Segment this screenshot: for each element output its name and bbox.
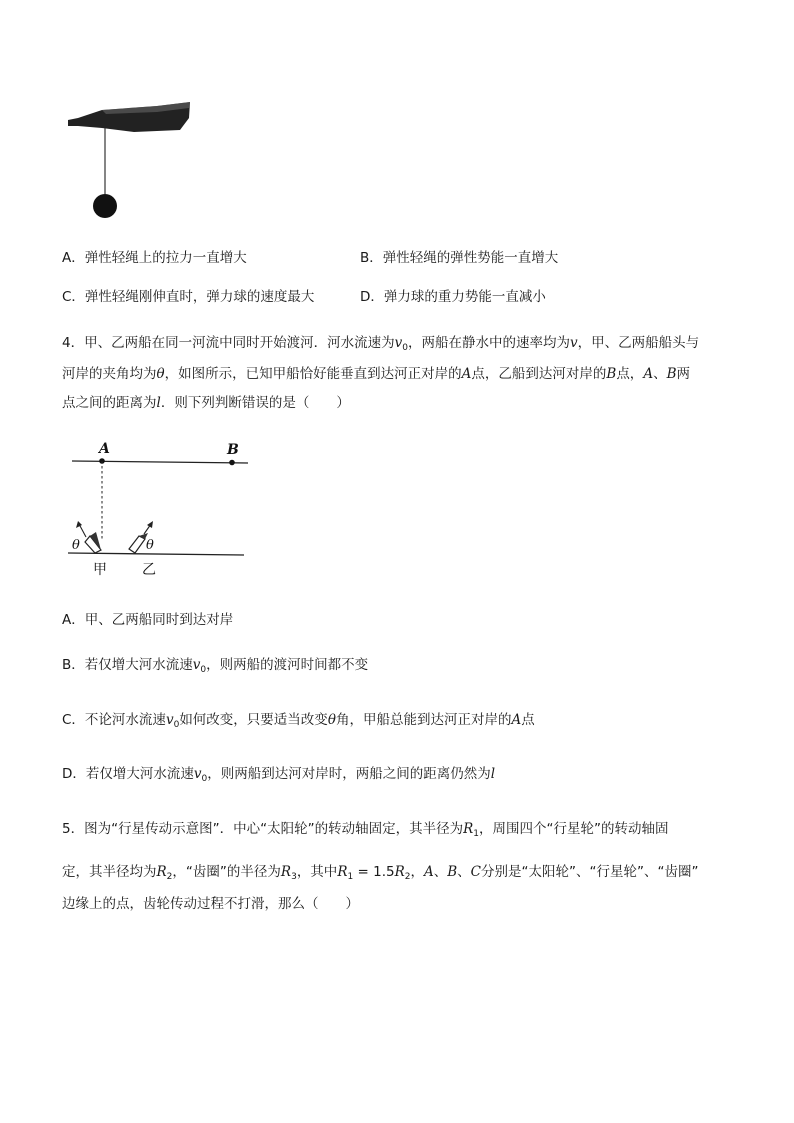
q3-option-a: A．弹性轻绳上的拉力一直增大 xyxy=(62,250,247,266)
label-b: B xyxy=(227,442,239,458)
q3-option-d: D．弹力球的重力势能一直减小 xyxy=(360,289,546,305)
ball xyxy=(93,194,117,218)
rod-elastic-cord-ball-figure xyxy=(62,96,202,226)
q5-line-3: 边缘上的点，齿轮传动过程不打滑，那么（ ） xyxy=(62,896,359,912)
q4-line-1: 4．甲、乙两船在同一河流中同时开始渡河．河水流速为$v_0$，两船在静水中的速率均为v，甲、乙两船船头与 xyxy=(62,335,700,353)
q5-line-2: 定，其半径均为$R_2$，“齿圈”的半径为$R_3$，其中$R_1 = 1.5R_2$，A、B、C分别是“太阳轮”、“行星轮”、“齿圈” xyxy=(62,864,699,882)
q5-line-1: 5．图为“行星传动示意图”．中心“太阳轮”的转动轴固定，其半径为$R_1$，周围四个“行星轮”的转动轴固 xyxy=(62,821,669,839)
point-b xyxy=(229,460,235,466)
q4-option-b: B．若仅增大河水流速$v_0$，则两船的渡河时间都不变 xyxy=(62,657,369,675)
label-theta-yi: θ xyxy=(146,538,154,553)
label-theta-jia: θ xyxy=(72,538,80,553)
q4-line-2: 河岸的夹角均为θ，如图所示，已知甲船恰好能垂直到达河正对岸的A点，乙船到达河对岸的B点，A、B两 xyxy=(62,366,690,382)
near-bank-line xyxy=(68,553,244,555)
q4-line-3: 点之间的距离为l．则下列判断错误的是（ ） xyxy=(62,395,350,411)
q4-option-a: A．甲、乙两船同时到达对岸 xyxy=(62,612,234,628)
q3-option-b: B．弹性轻绳的弹性势能一直增大 xyxy=(360,250,559,266)
q3-option-c: C．弹性轻绳刚伸直时，弹力球的速度最大 xyxy=(62,289,315,305)
far-bank-line xyxy=(72,461,248,463)
label-yi: 乙 xyxy=(142,562,156,578)
river-crossing-diagram xyxy=(62,432,252,582)
q4-option-d: D．若仅增大河水流速$v_0$，则两船到达河对岸时，两船之间的距离仍然为l xyxy=(62,766,496,784)
q4-option-c: C．不论河水流速$v_0$如何改变，只要适当改变θ角，甲船总能到达河正对岸的A点 xyxy=(62,712,535,730)
label-a: A xyxy=(99,441,110,457)
label-jia: 甲 xyxy=(93,562,107,578)
